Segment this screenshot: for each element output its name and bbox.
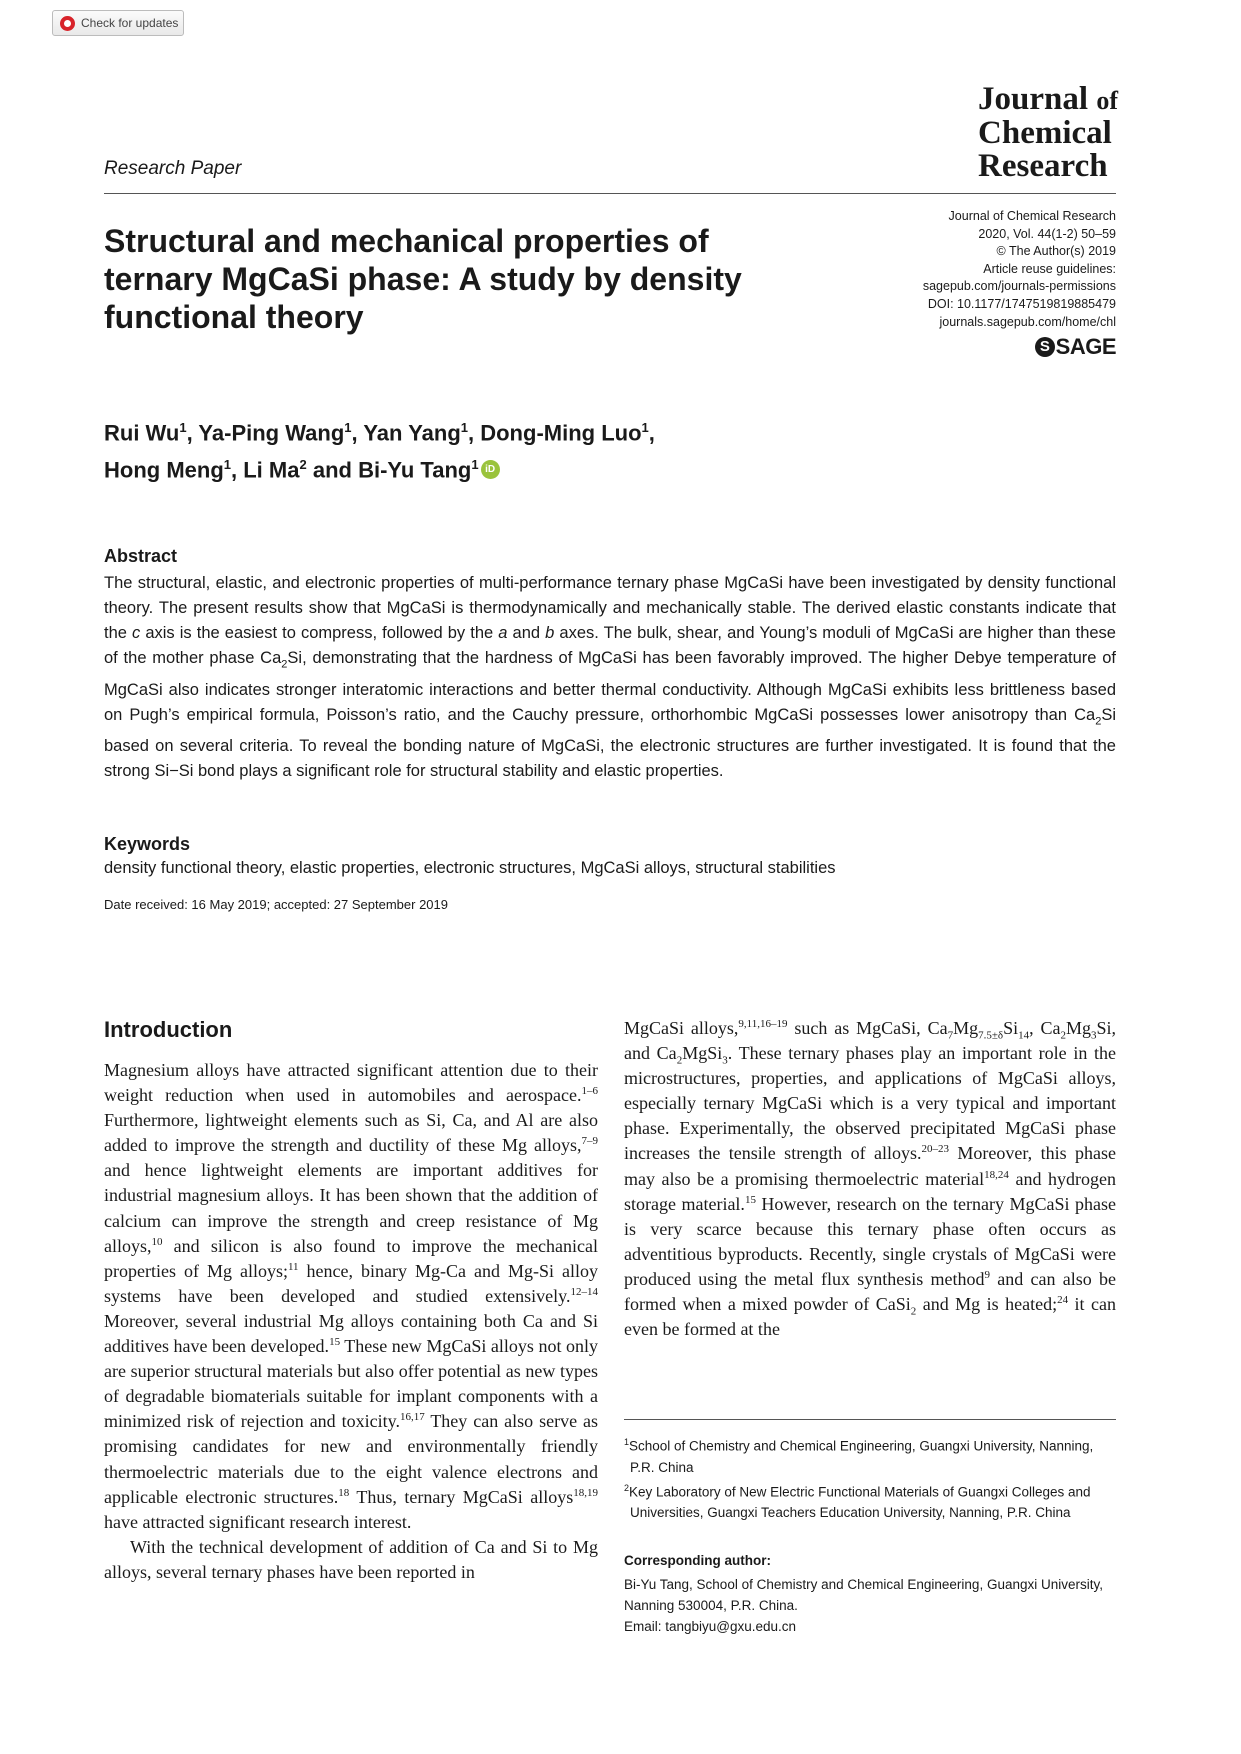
section-label: Research Paper bbox=[104, 158, 242, 179]
check-for-updates-button[interactable] bbox=[52, 10, 184, 36]
article-title: Structural and mechanical properties of ternary MgCaSi phase: A study by density functional theory bbox=[104, 223, 742, 335]
citation[interactable]: 20–23 bbox=[921, 1143, 949, 1156]
meta-journal: Journal of Chemical Research bbox=[948, 209, 1116, 223]
author-affiliation: 2 bbox=[299, 457, 307, 473]
affiliation-1: $^1$School of Chemistry and Chemical Engineering, Guangxi University, Nanning, P.R. China bbox=[624, 1437, 1094, 1475]
crossmark-icon bbox=[60, 16, 75, 31]
meta-permissions-link[interactable]: sagepub.com/journals-permissions bbox=[922, 279, 1116, 294]
author-affiliation: 1 bbox=[471, 457, 479, 473]
journal-logo bbox=[978, 83, 1118, 183]
journal-logo-line2: Chemical bbox=[978, 115, 1112, 151]
footnote-divider bbox=[624, 1419, 1116, 1420]
affiliation-2: $^2$Key Laboratory of New Electric Functional Materials of Guangxi Colleges and Universities, Guangxi Teachers Education University, Nanning, P.R. China bbox=[624, 1482, 1091, 1520]
citation[interactable]: 9,11,16–19 bbox=[738, 1018, 788, 1030]
check-for-updates-label: Check for updates bbox=[81, 16, 179, 30]
publisher-logo bbox=[1035, 334, 1116, 360]
abstract-heading: Abstract bbox=[104, 546, 178, 566]
publisher-name: SAGE bbox=[1055, 334, 1116, 359]
citation[interactable]: 9 bbox=[984, 1268, 990, 1281]
author-line-2: Hong Meng$^1$, Li Ma$^2$ and Bi-Yu Tang$^1$ iD bbox=[104, 449, 824, 486]
body-column-left bbox=[104, 1058, 598, 1585]
corresponding-author-details: Bi-Yu Tang, School of Chemistry and Chemical Engineering, Guangxi University, Nanning 530004, P.R. China. bbox=[624, 1577, 1103, 1613]
keywords-heading: Keywords bbox=[104, 834, 191, 854]
intro-paragraph-1: Magnesium alloys have attracted significant attention due to their weight reduction when used in automobiles and aerospace.$^{1-6}$ Furthermore, lightweight elements such as Si, Ca, and Al are also added to improve the strength and ductility of these Mg alloys,$^{7-9}$ and hence lightweight elements are important additives for industrial magnesium alloys. It has been shown that the addition of calcium can improve the strength and creep resistance of Mg alloys,$^{10}$ and silicon is also found to improve the mechanical properties of Mg alloys;$^{11}$ hence, binary Mg-Ca and Mg-Si alloy systems have been developed and studied extensively.$^{12-14}$ Moreover, several industrial Mg alloys containing both Ca and Si additives have been developed.$^{15}$ These new MgCaSi alloys not only are superior structural materials but also offer potential as new types of degradable biomaterials suitable for implant components with a minimized risk of rejection and toxicity.$^{16,17}$ They can also serve as promising candidates for new and environmentally friendly thermoelectric materials due to the eight valence electrons and applicable electronic structures.$^{18}$ Thus, ternary MgCaSi alloys$^{18,19}$ have attracted significant research interest. bbox=[104, 1060, 598, 1532]
citation[interactable]: 18,24 bbox=[984, 1168, 1009, 1181]
author-name: Bi-Yu Tang bbox=[358, 457, 472, 483]
meta-volume: 2020, Vol. 44(1-2) 50–59 bbox=[978, 226, 1116, 241]
author-and: and bbox=[312, 457, 352, 483]
citation[interactable]: 10 bbox=[151, 1235, 163, 1248]
keywords-text: density functional theory, elastic properties, electronic structures, MgCaSi alloys, structural stabilities bbox=[104, 859, 836, 877]
author-name: Rui Wu bbox=[104, 420, 180, 446]
citation[interactable]: 15 bbox=[744, 1193, 756, 1206]
affiliations bbox=[624, 1432, 1116, 1523]
meta-copyright: © The Author(s) 2019 bbox=[996, 244, 1116, 259]
author-name: Dong-Ming Luo bbox=[480, 420, 642, 446]
author-name: Ya-Ping Wang bbox=[198, 420, 345, 446]
journal-logo-of: of bbox=[1096, 86, 1118, 115]
introduction-heading: Introduction bbox=[104, 1017, 233, 1042]
author-name: Hong Meng bbox=[104, 457, 224, 483]
author-affiliation: 1 bbox=[344, 420, 352, 435]
citation[interactable]: 18,19 bbox=[573, 1486, 598, 1499]
abstract-text: The structural, elastic, and electronic properties of multi-performance ternary phase MgCaSi have been investigated by density functional theory. The present results show that MgCaSi is thermodynamically and mechanically stable. The derived elastic constants indicate that the c axis is the easiest to compress, followed by the a and b axes. The bulk, shear, and Young’s moduli of MgCaSi are higher than these of the mother phase $Ca_2Si$, demonstrating that the hardness of MgCaSi has been favorably improved. The higher Debye temperature of MgCaSi also indicates stronger interatomic interactions and better thermal conductivity. Although MgCaSi exhibits less brittleness based on Pugh’s empirical formula, Poisson’s ratio, and the Cauchy pressure, orthorhombic MgCaSi possesses lower anisotropy than $Ca_2Si$ based on several criteria. To reveal the bonding nature of MgCaSi, the electronic structures are further investigated. It is found that the strong Si−Si bond plays a significant role for structural stability and elastic properties. bbox=[104, 574, 1117, 781]
citation[interactable]: 15 bbox=[329, 1336, 341, 1349]
citation[interactable]: 18 bbox=[338, 1486, 350, 1499]
corresponding-email[interactable]: Email: tangbiyu@gxu.edu.cn bbox=[624, 1619, 797, 1634]
orcid-icon[interactable]: iD bbox=[481, 460, 500, 479]
author-name: Li Ma bbox=[243, 457, 300, 483]
header-divider bbox=[104, 193, 1116, 194]
meta-homepage-link[interactable]: journals.sagepub.com/home/chl bbox=[939, 314, 1116, 329]
article-meta bbox=[923, 208, 1116, 331]
author-affiliation: 1 bbox=[641, 420, 649, 435]
citation[interactable]: 12–14 bbox=[570, 1285, 598, 1298]
citation[interactable]: 24 bbox=[1057, 1294, 1069, 1307]
journal-logo-line3: Research bbox=[978, 148, 1108, 184]
meta-doi[interactable]: DOI: 10.1177/1747519819885479 bbox=[927, 296, 1116, 311]
author-list bbox=[104, 412, 824, 487]
author-line-1: Rui Wu$^1$, Ya-Ping Wang$^1$, Yan Yang$^1$, Dong-Ming Luo$^1$, bbox=[104, 420, 655, 446]
citation[interactable]: 1–6 bbox=[581, 1085, 598, 1098]
intro-paragraph-2: With the technical development of addition of Ca and Si to Mg alloys, several ternary phases have been reported in bbox=[104, 1536, 598, 1582]
corresponding-author-heading: Corresponding author: bbox=[624, 1553, 771, 1568]
citation[interactable]: 16,17 bbox=[399, 1411, 425, 1424]
article-dates: Date received: 16 May 2019; accepted: 27 September 2019 bbox=[104, 897, 448, 912]
author-affiliation: 1 bbox=[460, 420, 468, 435]
author-affiliation: 1 bbox=[223, 457, 231, 473]
meta-reuse: Article reuse guidelines: bbox=[983, 261, 1116, 276]
sage-s-icon: S bbox=[1035, 337, 1055, 357]
citation[interactable]: 7–9 bbox=[581, 1135, 598, 1148]
author-affiliation: 1 bbox=[179, 420, 187, 435]
citation[interactable]: 11 bbox=[287, 1260, 299, 1273]
corresponding-author bbox=[624, 1574, 1116, 1637]
author-name: Yan Yang bbox=[363, 420, 461, 446]
intro-paragraph-2-continued: MgCaSi alloys,$^{9,11,16-19}$ such as MgCaSi, $Ca_7Mg_{7.5\pm\delta}Si_{14}$, $Ca_2Mg_3Si$, and $Ca_2MgSi_3$. These ternary phases play an important role in the microstructures, properties, and applications of MgCaSi alloys, especially ternary MgCaSi which is a very typical and important phase. Experimentally, the observed precipitated MgCaSi phase increases the tensile strength of alloys.$^{20-23}$ Moreover, this phase may also be a promising thermoelectric material$^{18,24}$ and hydrogen storage material.$^{15}$ However, research on the ternary MgCaSi phase is very scarce because this ternary phase often occurs as adventitious byproducts. Recently, single crystals of MgCaSi were produced using the metal flux synthesis method$^9$ and can also be formed when a mixed powder of CaSi$_2$ and Mg is heated;$^{24}$ it can even be formed at the bbox=[624, 1018, 1117, 1340]
body-column-right bbox=[624, 1016, 1116, 1342]
journal-logo-line1: Journal bbox=[978, 81, 1089, 117]
